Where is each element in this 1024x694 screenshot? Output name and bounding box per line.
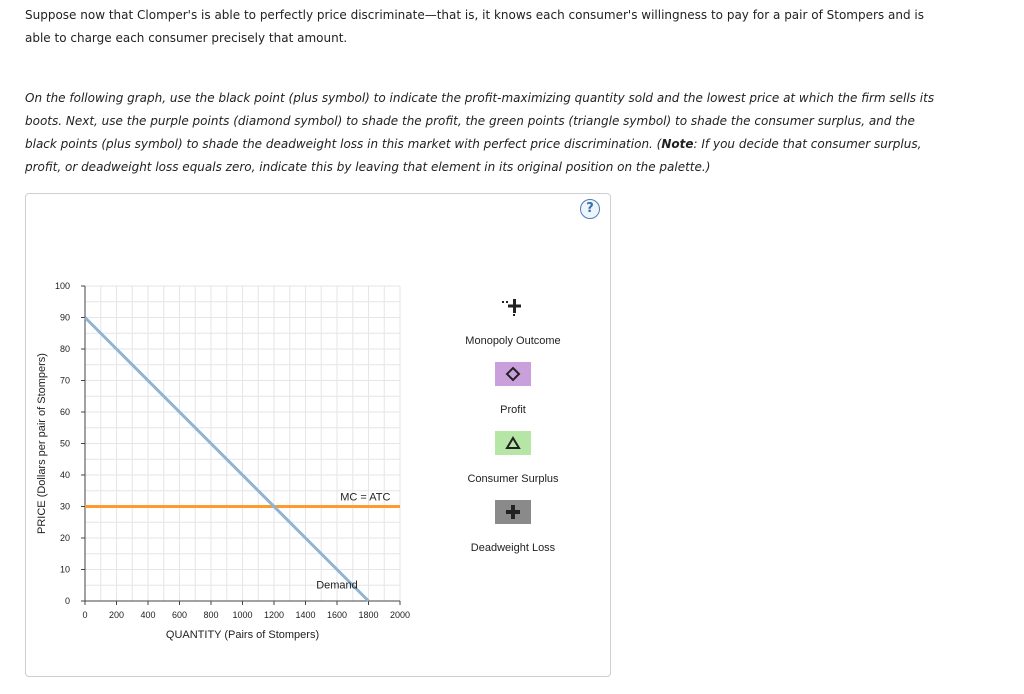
x-tick-label: 600 xyxy=(171,610,188,620)
profit-label: Profit xyxy=(500,404,526,416)
task-line-4: profit, or deadweight loss equals zero, indicate this by leaving that element in its original position on the palette.) xyxy=(25,160,711,174)
x-tick-label: 800 xyxy=(203,610,219,620)
monopoly-outcome-label: Monopoly Outcome xyxy=(465,335,561,347)
y-tick-label: 10 xyxy=(59,564,70,575)
y-tick-label: 0 xyxy=(64,596,70,606)
help-icon[interactable]: ? xyxy=(580,199,600,219)
y-tick-label: 60 xyxy=(59,407,70,417)
y-tick-label: 90 xyxy=(59,312,70,323)
x-tick-label: 0 xyxy=(82,610,88,620)
x-axis-title: QUANTITY (Pairs of Stompers) xyxy=(165,629,320,641)
x-tick-label: 1600 xyxy=(326,610,348,620)
task-line-3: black points (plus symbol) to shade the deadweight loss in this market with perfect price discrimination. ( xyxy=(25,137,662,151)
x-tick-label: 200 xyxy=(108,610,125,620)
intro-line-1: Suppose now that Clomper's is able to perfectly price discriminate—that is, it knows each consumer's willingness to pay for a pair of Stompers and is xyxy=(25,8,924,22)
deadweight-loss-label: Deadweight Loss xyxy=(470,542,556,554)
consumer-surplus-label: Consumer Surplus xyxy=(467,473,559,485)
note-label: Note xyxy=(661,137,694,151)
x-tick-label: 1000 xyxy=(232,610,253,620)
y-tick-label: 20 xyxy=(59,533,70,543)
task-line-3b: : If you decide that consumer surplus, xyxy=(693,137,922,151)
task-line-1: On the following graph, use the black point (plus symbol) to indicate the profit-maximizing quantity sold and the lowest price at which the firm sells its xyxy=(25,91,935,105)
y-tick-label: 70 xyxy=(59,375,70,386)
intro-line-2: able to charge each consumer precisely that amount. xyxy=(25,31,348,45)
diamond-icon xyxy=(495,362,531,386)
profit-tool[interactable] xyxy=(495,362,531,386)
plus-icon xyxy=(495,294,531,318)
y-tick-label: 100 xyxy=(54,281,70,291)
deadweight-loss-tool[interactable] xyxy=(495,500,531,524)
demand-label: Demand xyxy=(316,579,358,592)
consumer-surplus-tool[interactable] xyxy=(495,431,531,455)
x-tick-label: 1200 xyxy=(263,610,285,620)
y-tick-label: 40 xyxy=(59,470,70,480)
x-tick-label: 1400 xyxy=(295,610,316,620)
x-tick-label: 400 xyxy=(140,610,156,620)
y-tick-label: 30 xyxy=(59,501,70,512)
task-line-2: boots. Next, use the purple points (diamond symbol) to shade the profit, the green points (triangle symbol) to shade the consumer surplus, and the xyxy=(25,114,915,128)
y-axis-title: PRICE (Dollars per pair of Stompers) xyxy=(36,353,48,534)
triangle-icon xyxy=(495,431,531,455)
plus-icon xyxy=(495,500,531,524)
y-tick-label: 50 xyxy=(59,438,70,449)
x-tick-label: 2000 xyxy=(389,610,411,620)
monopoly-outcome-tool[interactable] xyxy=(495,294,531,318)
y-tick-label: 80 xyxy=(59,344,70,354)
x-tick-label: 1800 xyxy=(358,610,379,620)
mc-atc-label: MC = ATC xyxy=(340,491,391,504)
